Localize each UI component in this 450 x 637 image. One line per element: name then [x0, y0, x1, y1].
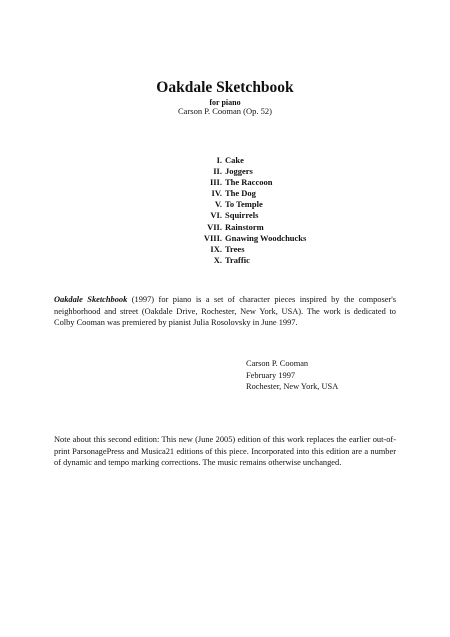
movement-title: Cake [225, 155, 244, 165]
movement-title: Squirrels [225, 210, 259, 221]
movement-item [0, 255, 450, 266]
instrumentation: for piano [209, 98, 241, 107]
movement-numeral: IV. [211, 188, 222, 199]
movement-title: To Temple [225, 199, 263, 210]
page-title: Oakdale Sketchbook [156, 79, 294, 96]
signature-date: February 1997 [246, 370, 296, 380]
movement-numeral: VIII. [203, 232, 222, 243]
movement-numeral: IX. [210, 243, 222, 254]
composer-opus-line: Carson P. Cooman (Op. 52) [178, 106, 272, 116]
movement-item [0, 177, 450, 188]
movement-item [0, 233, 450, 244]
signature-name: Carson P. Cooman [246, 359, 309, 368]
movement-numeral: I. [216, 155, 222, 165]
movement-item [0, 155, 450, 166]
edition-note: Note about this second edition: This new (June 2005) edition of this work replaces the earlier out-of-print ParsonagePress and Musica21 editions of this piece. Incorporated into this edition are a number of dynamic and tempo marking corrections. The music remains otherwise unchanged. [54, 435, 396, 467]
movement-numeral: III. [209, 177, 222, 188]
movement-title: The Raccoon [225, 177, 273, 188]
movement-item [0, 210, 450, 221]
movement-numeral: VII. [207, 221, 222, 232]
movement-title: Joggers [225, 166, 253, 177]
movement-item [0, 244, 450, 255]
signature-block [246, 358, 338, 393]
movement-title: The Dog [225, 188, 256, 199]
movement-item [0, 199, 450, 210]
program-note [54, 294, 396, 329]
movement-numeral: V. [214, 199, 222, 210]
work-title-emphasis: Oakdale Sketchbook [54, 295, 128, 304]
movement-title: Traffic [225, 254, 250, 265]
movement-numeral: X. [213, 254, 222, 265]
movement-numeral: II. [213, 166, 222, 177]
movement-list [0, 155, 450, 266]
signature-place: Rochester, New York, USA [246, 382, 339, 391]
movement-title: Trees [225, 243, 245, 254]
movement-numeral: VI. [210, 210, 222, 221]
movement-item [0, 188, 450, 199]
movement-title: Gnawing Woodchucks [225, 232, 307, 243]
movement-item [0, 166, 450, 177]
program-note-text: (1997) for piano is a set of character pieces inspired by the composer's neighborhood and street (Oakdale Drive, Rochester, New York, USA). The work is dedicated to Colby Cooman was premiered by pianist Julia Rosolovsky in June 1997. [54, 295, 396, 327]
movement-item [0, 222, 450, 233]
movement-title: Rainstorm [225, 221, 264, 232]
